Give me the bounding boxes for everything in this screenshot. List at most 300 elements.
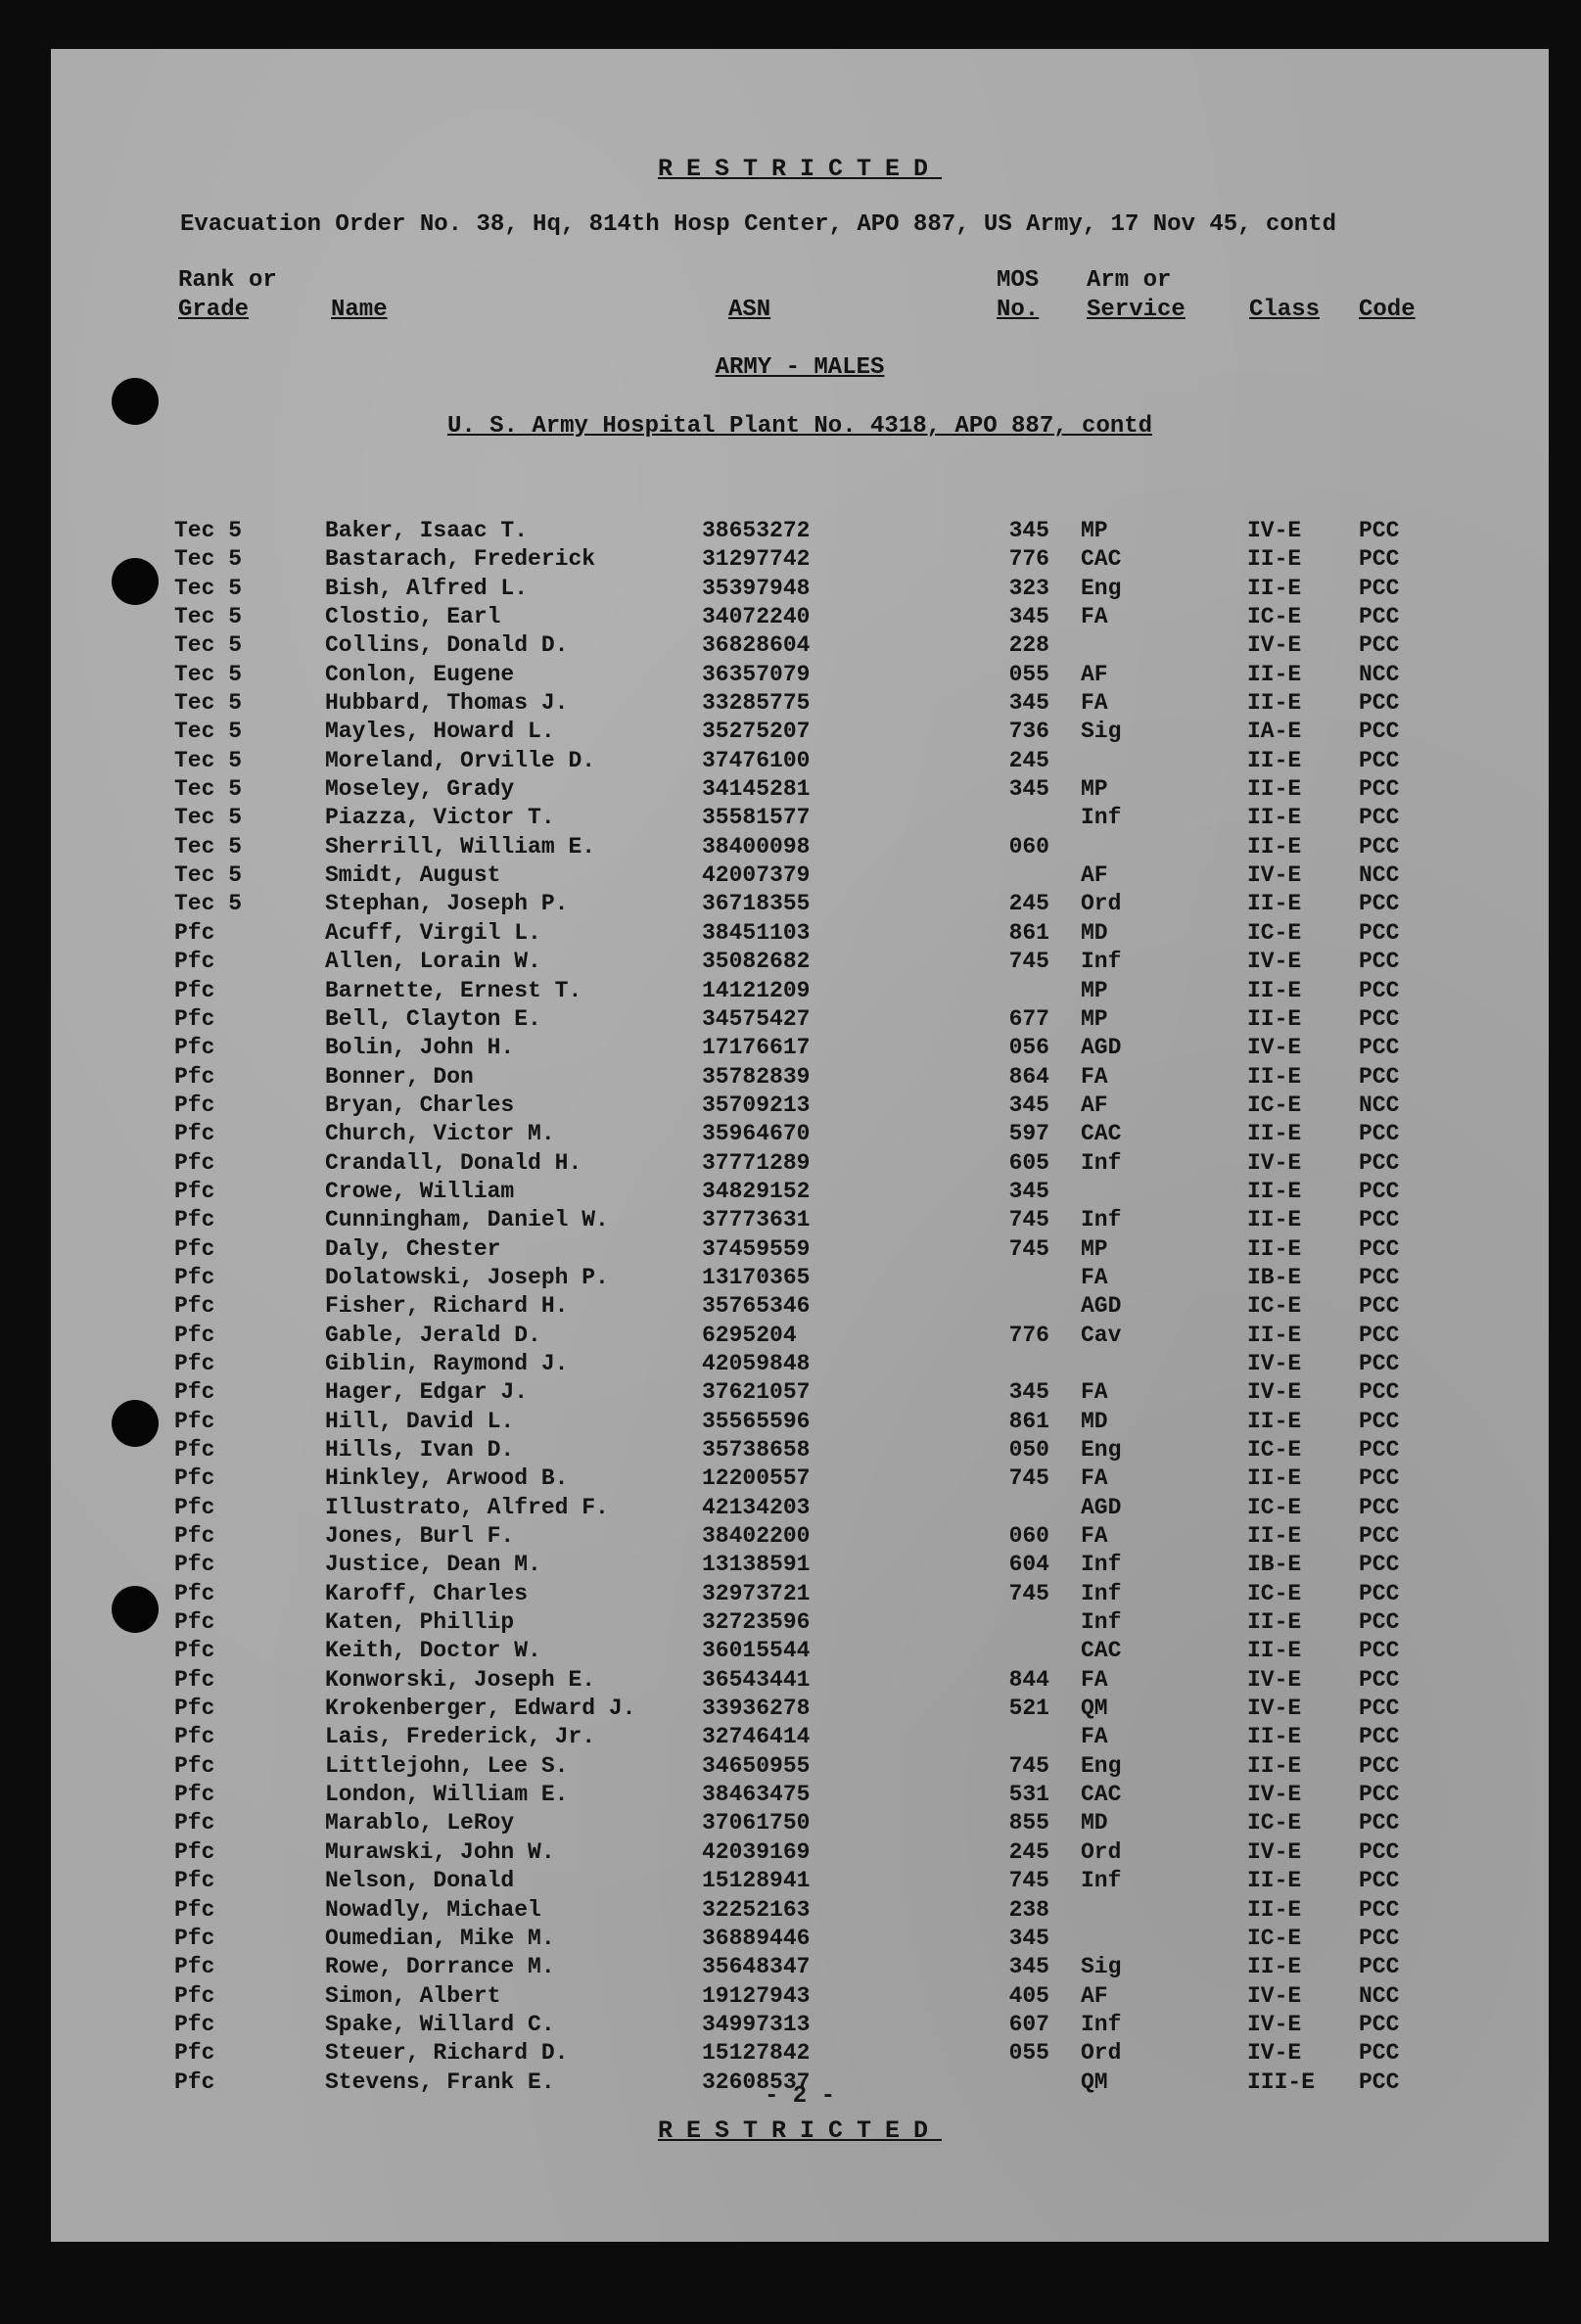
cell-rank: Pfc — [174, 1982, 215, 2009]
cell-code: PCC — [1359, 776, 1400, 803]
cell-arm: Inf — [1081, 1609, 1122, 1636]
cell-mos: 745 — [1008, 1868, 1049, 1894]
table-row — [51, 1522, 1549, 1551]
cell-code: PCC — [1359, 1465, 1400, 1492]
cell-mos: 245 — [1008, 891, 1049, 917]
cell-arm: MP — [1081, 518, 1108, 543]
cell-class: II-E — [1247, 1207, 1302, 1233]
cell-name: Crowe, William — [325, 1178, 515, 1204]
subsection-heading: U. S. Army Hospital Plant No. 4318, APO 887, contd — [446, 413, 1153, 440]
cell-code: PCC — [1359, 1264, 1400, 1290]
cell-class: II-E — [1247, 575, 1302, 601]
cell-arm: Inf — [1081, 1580, 1122, 1606]
cell-mos: 345 — [1008, 690, 1049, 717]
cell-name: Cunningham, Daniel W. — [325, 1207, 609, 1233]
cell-arm: AF — [1081, 1982, 1108, 2009]
cell-rank: Pfc — [174, 977, 215, 1003]
cell-name: Justice, Dean M. — [325, 1552, 541, 1578]
cell-rank: Pfc — [174, 1437, 215, 1463]
cell-code: PCC — [1359, 1810, 1400, 1836]
cell-class: IV-E — [1247, 1350, 1302, 1376]
cell-name: Bryan, Charles — [325, 1092, 515, 1118]
cell-asn: 38451103 — [702, 919, 811, 946]
cell-arm: Sig — [1081, 1954, 1122, 1980]
cell-arm: MP — [1081, 977, 1108, 1003]
cell-asn: 35782839 — [702, 1063, 811, 1090]
table-row — [51, 1608, 1549, 1637]
table-row — [51, 775, 1549, 804]
cell-rank: Tec 5 — [174, 776, 243, 803]
cell-asn: 34072240 — [702, 604, 811, 630]
cell-arm: FA — [1081, 604, 1108, 630]
cell-rank: Pfc — [174, 1149, 215, 1176]
cell-code: PCC — [1359, 1035, 1400, 1061]
cell-code: PCC — [1359, 1838, 1400, 1865]
cell-asn: 13170365 — [702, 1264, 811, 1290]
table-row — [51, 1809, 1549, 1837]
cell-class: IV-E — [1247, 1696, 1302, 1722]
cell-asn: 38653272 — [702, 518, 811, 543]
cell-class: IC-E — [1247, 1925, 1302, 1951]
cell-mos: 745 — [1008, 1235, 1049, 1262]
cell-name: Collins, Donald D. — [325, 632, 569, 659]
cell-mos: 531 — [1008, 1782, 1049, 1808]
cell-arm: AGD — [1081, 1293, 1122, 1320]
cell-rank: Pfc — [174, 1666, 215, 1693]
cell-class: IV-E — [1247, 1666, 1302, 1693]
cell-name: Moreland, Orville D. — [325, 747, 596, 773]
cell-code: PCC — [1359, 2011, 1400, 2037]
cell-code: NCC — [1359, 1982, 1400, 2009]
cell-mos: 745 — [1008, 1465, 1049, 1492]
cell-asn: 15128941 — [702, 1868, 811, 1894]
cell-arm: FA — [1081, 1063, 1108, 1090]
cell-mos: 405 — [1008, 1982, 1049, 2009]
cell-asn: 35581577 — [702, 805, 811, 831]
cell-arm: Inf — [1081, 1207, 1122, 1233]
cell-name: Barnette, Ernest T. — [325, 977, 582, 1003]
cell-rank: Pfc — [174, 1752, 215, 1779]
cell-rank: Pfc — [174, 1264, 215, 1290]
cell-mos: 745 — [1008, 1752, 1049, 1779]
table-row — [51, 1896, 1549, 1925]
cell-code: PCC — [1359, 1063, 1400, 1090]
cell-class: IV-E — [1247, 2040, 1302, 2067]
cell-code: PCC — [1359, 1552, 1400, 1578]
cell-arm: Sig — [1081, 719, 1122, 745]
cell-rank: Tec 5 — [174, 690, 243, 717]
cell-arm: Cav — [1081, 1322, 1122, 1348]
cell-rank: Tec 5 — [174, 518, 243, 543]
cell-mos: 055 — [1008, 661, 1049, 687]
cell-name: Hills, Ivan D. — [325, 1437, 515, 1463]
cell-code: PCC — [1359, 632, 1400, 659]
cell-mos: 521 — [1008, 1696, 1049, 1722]
table-row — [51, 1723, 1549, 1751]
cell-class: II-E — [1247, 1954, 1302, 1980]
cell-asn: 36543441 — [702, 1666, 811, 1693]
cell-code: PCC — [1359, 719, 1400, 745]
cell-class: II-E — [1247, 661, 1302, 687]
cell-code: PCC — [1359, 1322, 1400, 1348]
table-row — [51, 1322, 1549, 1350]
cell-code: PCC — [1359, 977, 1400, 1003]
cell-class: IV-E — [1247, 1379, 1302, 1406]
cell-code: PCC — [1359, 1207, 1400, 1233]
cell-name: Baker, Isaac T. — [325, 518, 529, 543]
cell-name: Giblin, Raymond J. — [325, 1350, 569, 1376]
table-row — [51, 1120, 1549, 1148]
cell-mos: 323 — [1008, 575, 1049, 601]
cell-class: IV-E — [1247, 1838, 1302, 1865]
cell-rank: Pfc — [174, 1810, 215, 1836]
cell-arm: FA — [1081, 690, 1108, 717]
cell-rank: Pfc — [174, 1005, 215, 1032]
cell-code: PCC — [1359, 1121, 1400, 1147]
cell-name: Church, Victor M. — [325, 1121, 555, 1147]
cell-rank: Pfc — [174, 1178, 215, 1204]
cell-asn: 36828604 — [702, 632, 811, 659]
cell-class: II-E — [1247, 1752, 1302, 1779]
cell-rank: Pfc — [174, 1638, 215, 1664]
cell-code: PCC — [1359, 1609, 1400, 1636]
col-header-asn: ASN — [728, 297, 771, 323]
cell-asn: 34650955 — [702, 1752, 811, 1779]
cell-code: PCC — [1359, 833, 1400, 860]
cell-arm: MP — [1081, 1235, 1108, 1262]
cell-rank: Tec 5 — [174, 891, 243, 917]
table-row — [51, 804, 1549, 832]
table-row — [51, 631, 1549, 660]
cell-asn: 42059848 — [702, 1350, 811, 1376]
cell-name: Hager, Edgar J. — [325, 1379, 529, 1406]
col-header-class: Class — [1249, 297, 1321, 323]
cell-mos: 345 — [1008, 1092, 1049, 1118]
cell-name: Keith, Doctor W. — [325, 1638, 541, 1664]
cell-code: PCC — [1359, 1408, 1400, 1434]
table-row — [51, 1781, 1549, 1809]
cell-asn: 31297742 — [702, 546, 811, 573]
cell-mos: 864 — [1008, 1063, 1049, 1090]
cell-rank: Pfc — [174, 1696, 215, 1722]
table-row — [51, 1206, 1549, 1234]
col-header-mos — [997, 266, 1039, 325]
table-row — [51, 833, 1549, 861]
table-row — [51, 1695, 1549, 1723]
cell-code: PCC — [1359, 1638, 1400, 1664]
cell-code: PCC — [1359, 1523, 1400, 1550]
cell-mos: 776 — [1008, 546, 1049, 573]
cell-asn: 32746414 — [702, 1724, 811, 1750]
cell-name: Spake, Willard C. — [325, 2011, 555, 2037]
table-row — [51, 2039, 1549, 2068]
cell-mos: 060 — [1008, 833, 1049, 860]
cell-asn: 37459559 — [702, 1235, 811, 1262]
cell-name: Karoff, Charles — [325, 1580, 529, 1606]
table-row — [51, 1436, 1549, 1464]
cell-asn: 37476100 — [702, 747, 811, 773]
cell-arm: CAC — [1081, 1782, 1122, 1808]
cell-code: PCC — [1359, 1178, 1400, 1204]
cell-code: PCC — [1359, 2068, 1400, 2095]
table-row — [51, 890, 1549, 918]
cell-class: IV-E — [1247, 949, 1302, 975]
table-row — [51, 1666, 1549, 1695]
table-row — [51, 1752, 1549, 1781]
cell-class: IC-E — [1247, 1293, 1302, 1320]
cell-rank: Tec 5 — [174, 661, 243, 687]
cell-name: Gable, Jerald D. — [325, 1322, 541, 1348]
cell-name: Hill, David L. — [325, 1408, 515, 1434]
table-row — [51, 603, 1549, 631]
cell-asn: 37621057 — [702, 1379, 811, 1406]
cell-mos: 745 — [1008, 1207, 1049, 1233]
cell-rank: Tec 5 — [174, 604, 243, 630]
table-row — [51, 1867, 1549, 1895]
cell-arm: Inf — [1081, 1868, 1122, 1894]
col-header-rank — [178, 266, 277, 325]
cell-rank: Pfc — [174, 1408, 215, 1434]
cell-class: II-E — [1247, 1235, 1302, 1262]
cell-mos: 345 — [1008, 1925, 1049, 1951]
cell-asn: 35565596 — [702, 1408, 811, 1434]
cell-name: Lais, Frederick, Jr. — [325, 1724, 596, 1750]
cell-name: Conlon, Eugene — [325, 661, 515, 687]
cell-arm: AGD — [1081, 1494, 1122, 1520]
cell-mos: 245 — [1008, 747, 1049, 773]
cell-arm: AF — [1081, 661, 1108, 687]
cell-arm: FA — [1081, 1264, 1108, 1290]
cell-asn: 34575427 — [702, 1005, 811, 1032]
cell-arm: CAC — [1081, 546, 1122, 573]
cell-code: PCC — [1359, 1350, 1400, 1376]
table-row — [51, 1637, 1549, 1665]
cell-mos: 607 — [1008, 2011, 1049, 2037]
restricted-footer: RESTRICTED — [657, 2116, 943, 2145]
col-header-arm-line1: Arm or — [1087, 267, 1172, 294]
cell-code: PCC — [1359, 805, 1400, 831]
page-number: - 2 - — [764, 2083, 835, 2110]
table-row — [51, 517, 1549, 545]
cell-class: II-E — [1247, 1005, 1302, 1032]
table-row — [51, 1350, 1549, 1378]
cell-arm: FA — [1081, 1465, 1108, 1492]
cell-name: Bolin, John H. — [325, 1035, 515, 1061]
cell-rank: Pfc — [174, 919, 215, 946]
cell-mos: 736 — [1008, 719, 1049, 745]
cell-name: Murawski, John W. — [325, 1838, 555, 1865]
cell-asn: 19127943 — [702, 1982, 811, 2009]
table-row — [51, 1235, 1549, 1264]
table-row — [51, 1838, 1549, 1867]
cell-mos: 776 — [1008, 1322, 1049, 1348]
cell-mos: 597 — [1008, 1121, 1049, 1147]
table-row — [51, 1092, 1549, 1120]
cell-rank: Pfc — [174, 1092, 215, 1118]
cell-mos: 056 — [1008, 1035, 1049, 1061]
cell-arm: Eng — [1081, 1752, 1122, 1779]
cell-name: Moseley, Grady — [325, 776, 515, 803]
cell-rank: Tec 5 — [174, 833, 243, 860]
cell-code: PCC — [1359, 919, 1400, 946]
cell-name: London, William E. — [325, 1782, 569, 1808]
document-title: Evacuation Order No. 38, Hq, 814th Hosp Center, APO 887, US Army, 17 Nov 45, contd — [180, 211, 1336, 238]
cell-rank: Tec 5 — [174, 747, 243, 773]
table-row — [51, 1005, 1549, 1034]
cell-name: Littlejohn, Lee S. — [325, 1752, 569, 1779]
cell-mos: 050 — [1008, 1437, 1049, 1463]
cell-arm: Inf — [1081, 949, 1122, 975]
cell-arm: MP — [1081, 776, 1108, 803]
cell-class: IV-E — [1247, 1149, 1302, 1176]
table-row — [51, 689, 1549, 718]
cell-class: III-E — [1247, 2068, 1316, 2095]
cell-class: II-E — [1247, 833, 1302, 860]
cell-rank: Pfc — [174, 1235, 215, 1262]
cell-asn: 38463475 — [702, 1782, 811, 1808]
table-row — [51, 919, 1549, 948]
cell-code: PCC — [1359, 1149, 1400, 1176]
table-row — [51, 1982, 1549, 2011]
cell-asn: 42007379 — [702, 862, 811, 889]
cell-asn: 15127842 — [702, 2040, 811, 2067]
cell-class: II-E — [1247, 1724, 1302, 1750]
cell-code: PCC — [1359, 1954, 1400, 1980]
table-row — [51, 545, 1549, 574]
cell-rank: Tec 5 — [174, 805, 243, 831]
cell-arm: CAC — [1081, 1638, 1122, 1664]
table-row — [51, 1408, 1549, 1436]
cell-asn: 42039169 — [702, 1838, 811, 1865]
cell-rank: Pfc — [174, 1724, 215, 1750]
cell-mos: 745 — [1008, 1580, 1049, 1606]
restricted-header: RESTRICTED — [657, 155, 943, 183]
col-header-rank-line1: Rank or — [178, 267, 277, 294]
cell-name: Rowe, Dorrance M. — [325, 1954, 555, 1980]
cell-class: II-E — [1247, 690, 1302, 717]
cell-name: Illustrato, Alfred F. — [325, 1494, 609, 1520]
cell-name: Acuff, Virgil L. — [325, 919, 541, 946]
table-row — [51, 1551, 1549, 1579]
cell-asn: 33285775 — [702, 690, 811, 717]
table-row — [51, 661, 1549, 689]
cell-rank: Pfc — [174, 1379, 215, 1406]
cell-mos: 345 — [1008, 518, 1049, 543]
cell-mos: 745 — [1008, 949, 1049, 975]
cell-rank: Pfc — [174, 2040, 215, 2067]
cell-code: PCC — [1359, 1752, 1400, 1779]
cell-class: IC-E — [1247, 1437, 1302, 1463]
cell-code: PCC — [1359, 949, 1400, 975]
cell-arm: Inf — [1081, 1552, 1122, 1578]
cell-arm: MD — [1081, 919, 1108, 946]
cell-name: Sherrill, William E. — [325, 833, 596, 860]
cell-arm: Ord — [1081, 1838, 1122, 1865]
cell-rank: Pfc — [174, 1063, 215, 1090]
cell-rank: Pfc — [174, 1322, 215, 1348]
cell-asn: 34997313 — [702, 2011, 811, 2037]
cell-rank: Tec 5 — [174, 862, 243, 889]
col-header-code: Code — [1359, 297, 1416, 323]
cell-class: II-E — [1247, 747, 1302, 773]
cell-rank: Tec 5 — [174, 546, 243, 573]
cell-class: II-E — [1247, 1178, 1302, 1204]
cell-class: II-E — [1247, 1609, 1302, 1636]
cell-rank: Pfc — [174, 1868, 215, 1894]
section-heading: ARMY - MALES — [715, 354, 885, 381]
cell-name: Krokenberger, Edward J. — [325, 1696, 636, 1722]
cell-code: PCC — [1359, 690, 1400, 717]
cell-rank: Pfc — [174, 2068, 215, 2095]
cell-name: Smidt, August — [325, 862, 501, 889]
cell-name: Allen, Lorain W. — [325, 949, 541, 975]
cell-asn: 35648347 — [702, 1954, 811, 1980]
cell-class: IC-E — [1247, 1092, 1302, 1118]
cell-code: NCC — [1359, 661, 1400, 687]
cell-mos: 677 — [1008, 1005, 1049, 1032]
cell-asn: 35082682 — [702, 949, 811, 975]
cell-rank: Tec 5 — [174, 575, 243, 601]
cell-rank: Pfc — [174, 1838, 215, 1865]
table-row — [51, 575, 1549, 603]
cell-class: IV-E — [1247, 862, 1302, 889]
cell-code: PCC — [1359, 546, 1400, 573]
cell-arm: AF — [1081, 1092, 1108, 1118]
cell-asn: 32973721 — [702, 1580, 811, 1606]
cell-code: PCC — [1359, 1293, 1400, 1320]
cell-arm: Eng — [1081, 575, 1122, 601]
cell-rank: Pfc — [174, 1523, 215, 1550]
cell-arm: QM — [1081, 1696, 1108, 1722]
cell-class: II-E — [1247, 891, 1302, 917]
cell-code: PCC — [1359, 1666, 1400, 1693]
cell-mos: 605 — [1008, 1149, 1049, 1176]
cell-mos: 861 — [1008, 1408, 1049, 1434]
cell-class: IB-E — [1247, 1552, 1302, 1578]
cell-name: Oumedian, Mike M. — [325, 1925, 555, 1951]
cell-code: PCC — [1359, 1896, 1400, 1923]
cell-mos: 844 — [1008, 1666, 1049, 1693]
cell-asn: 35765346 — [702, 1293, 811, 1320]
cell-arm: MD — [1081, 1408, 1108, 1434]
col-header-rank-line2: Grade — [178, 297, 250, 323]
table-row — [51, 1264, 1549, 1292]
cell-name: Konworski, Joseph E. — [325, 1666, 596, 1693]
table-row — [51, 948, 1549, 976]
cell-arm: Ord — [1081, 891, 1122, 917]
cell-rank: Pfc — [174, 1465, 215, 1492]
cell-rank: Pfc — [174, 1552, 215, 1578]
cell-name: Fisher, Richard H. — [325, 1293, 569, 1320]
cell-arm: Inf — [1081, 1149, 1122, 1176]
cell-mos: 345 — [1008, 1379, 1049, 1406]
cell-code: PCC — [1359, 1379, 1400, 1406]
cell-rank: Pfc — [174, 1035, 215, 1061]
cell-class: II-E — [1247, 546, 1302, 573]
cell-asn: 35964670 — [702, 1121, 811, 1147]
cell-arm: Inf — [1081, 2011, 1122, 2037]
cell-code: NCC — [1359, 862, 1400, 889]
cell-asn: 35397948 — [702, 575, 811, 601]
cell-class: II-E — [1247, 805, 1302, 831]
cell-class: IC-E — [1247, 1494, 1302, 1520]
cell-rank: Pfc — [174, 1494, 215, 1520]
cell-asn: 32723596 — [702, 1609, 811, 1636]
cell-class: IV-E — [1247, 1982, 1302, 2009]
table-row — [51, 1034, 1549, 1062]
cell-code: PCC — [1359, 604, 1400, 630]
col-header-name: Name — [331, 297, 388, 323]
